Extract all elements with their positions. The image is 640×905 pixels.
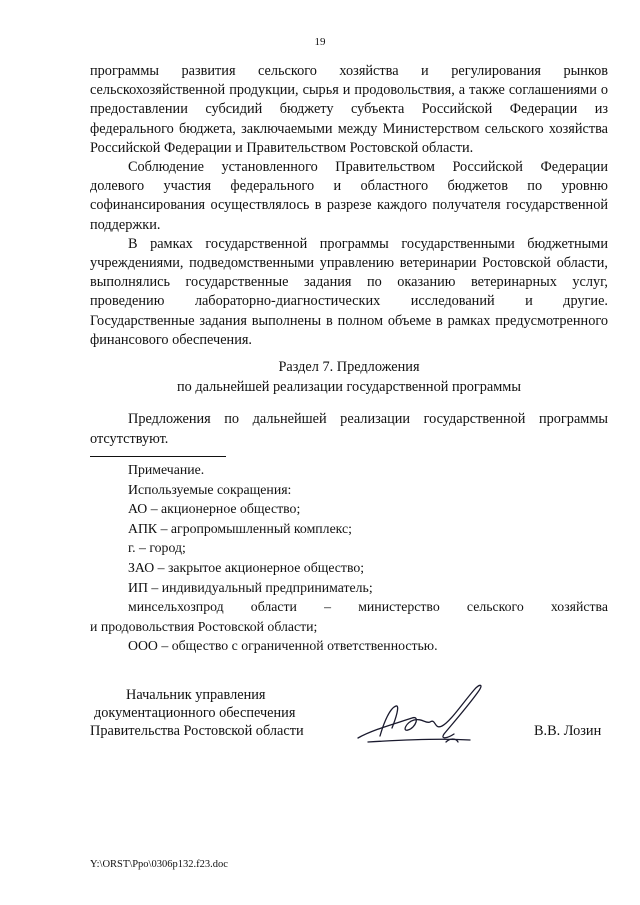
paragraph-veterinary: В рамках государственной программы государственными бюджетными учреждениями, подведомственными управлению ветеринарии Ростовской области, выполнялись государственные задания по оказанию ветеринарных услуг, проведению лабораторно-диагностических исследований и другие. Государственные задания выполнены в полном объеме в рамках предусмотренного финансового обеспечения. [90, 235, 608, 348]
proposals-block [90, 410, 608, 449]
abbreviations-note [90, 460, 608, 656]
section-subtitle: по дальнейшей реализации государственной программы [177, 378, 521, 395]
report-body [90, 62, 608, 350]
proposals-text: Предложения по дальнейшей реализации государственной программы отсутствуют. [90, 411, 608, 447]
signer-name: В.В. Лозин [534, 723, 602, 739]
abbreviation-item: г. – город; [128, 540, 186, 556]
section-heading [90, 358, 608, 397]
signatory-title-line3: Правительства Ростовской области [90, 723, 304, 739]
paragraph-cofinancing: Соблюдение установленного Правительством Российской Федерации долевого участия федерального и областного бюджетов по уровню софинансирования осуществлялось в разрезе каждого получателя государственной поддержки. [90, 159, 608, 233]
footnote-divider [90, 456, 226, 457]
abbreviation-item: АО – акционерное общество; [128, 501, 301, 517]
abbreviation-item: АПК – агропромышленный комплекс; [128, 520, 353, 536]
signatory-position [90, 686, 330, 740]
signatory-title-line2: документационного обеспечения [94, 705, 296, 721]
page-number: 19 [314, 36, 326, 48]
section-title: Раздел 7. Предложения [278, 359, 420, 375]
note-title: Примечание. [128, 462, 205, 477]
handwritten-signature [350, 678, 500, 750]
note-intro: Используемые сокращения: [128, 481, 292, 497]
document-file-path: Y:\ORST\Ppo\0306p132.f23.doc [90, 859, 228, 870]
signatory-title-line1: Начальник управления [126, 687, 266, 703]
abbreviation-item: ЗАО – закрытое акционерное общество; [128, 559, 365, 575]
abbreviation-item: ООО – общество с ограниченной ответственностью. [128, 638, 438, 654]
paragraph-continuation: программы развития сельского хозяйства и регулирования рынков сельскохозяйственной продукции, сырья и продовольствия, а также соглашениями о предоставлении субсидий бюджету субъекта Российской Федерации из федерального бюджета, заключаемыми между Министерством сельского хозяйства Российской Федерации и Правительством Ростовской области. [90, 63, 608, 156]
abbreviation-item-minselhoz-continued: и продовольствия Ростовской области; [90, 618, 318, 634]
abbreviation-item-minselhoz: минсельхозпрод области – министерство сельского хозяйства [128, 599, 608, 615]
abbreviation-item: ИП – индивидуальный предприниматель; [128, 579, 373, 595]
